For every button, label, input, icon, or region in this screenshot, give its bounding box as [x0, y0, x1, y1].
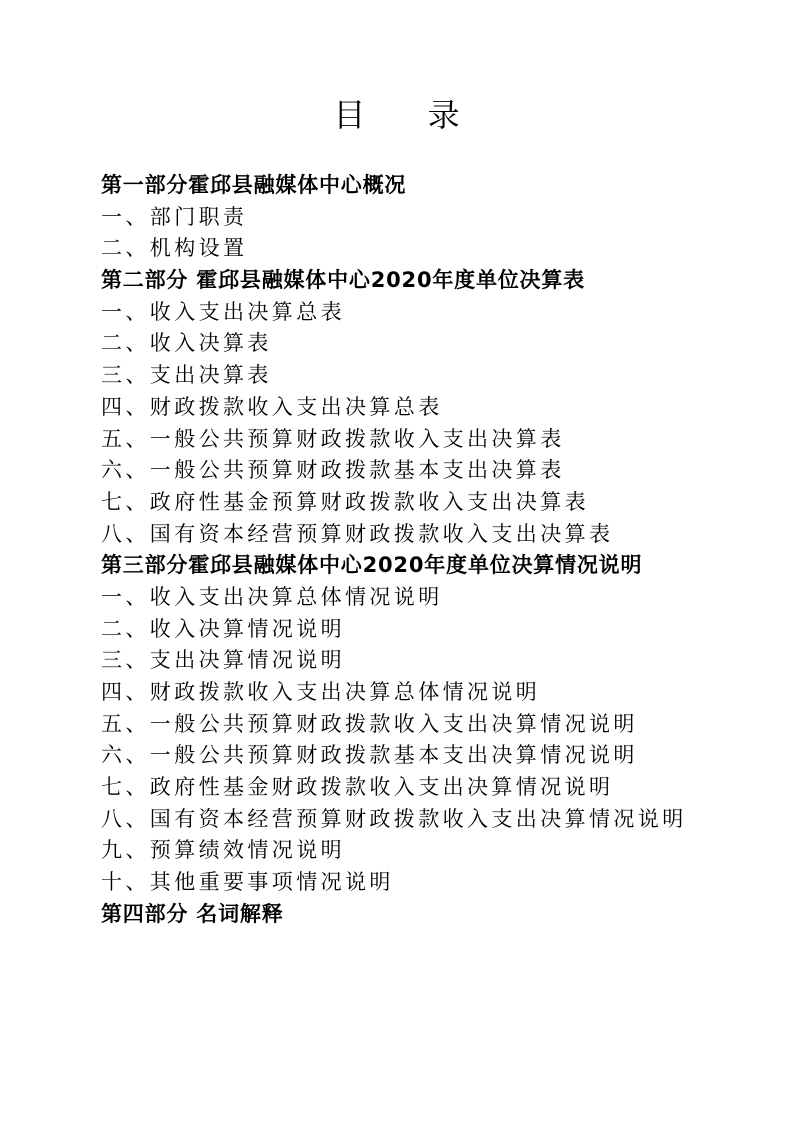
toc-item: 五、一般公共预算财政拨款收入支出决算表: [101, 426, 565, 451]
toc-item: 八、国有资本经营预算财政拨款收入支出决算表: [101, 521, 614, 546]
toc-item: 十、其他重要事项情况说明: [101, 870, 394, 895]
toc-item: 三、支出决算情况说明: [101, 648, 345, 673]
toc-item: 一、收入支出决算总体情况说明: [101, 584, 443, 609]
page-title: 目 录: [333, 96, 486, 134]
toc-item: 七、政府性基金财政拨款收入支出决算情况说明: [101, 775, 614, 800]
toc-part-heading: 第四部分 名词解释: [101, 901, 284, 926]
toc-part-heading: 第三部分霍邱县融媒体中心2020年度单位决算情况说明: [101, 553, 643, 578]
toc-item: 三、支出决算表: [101, 363, 272, 388]
toc-item: 四、财政拨款收入支出决算总表: [101, 394, 443, 419]
toc-item: 五、一般公共预算财政拨款收入支出决算情况说明: [101, 711, 638, 736]
toc-item: 一、部门职责: [101, 204, 248, 229]
toc-item: 二、收入决算情况说明: [101, 616, 345, 641]
toc-item: 六、一般公共预算财政拨款基本支出决算情况说明: [101, 743, 638, 768]
toc-part-heading: 第二部分 霍邱县融媒体中心2020年度单位决算表: [101, 268, 585, 293]
toc-item: 六、一般公共预算财政拨款基本支出决算表: [101, 458, 565, 483]
toc-item: 二、收入决算表: [101, 331, 272, 356]
toc-item: 一、收入支出决算总表: [101, 299, 345, 324]
toc-part-heading: 第一部分霍邱县融媒体中心概况: [101, 173, 407, 197]
table-of-contents: [101, 170, 741, 931]
toc-item: 四、财政拨款收入支出决算总体情况说明: [101, 680, 541, 704]
toc-item: 九、预算绩效情况说明: [101, 838, 345, 863]
toc-item: 七、政府性基金预算财政拨款收入支出决算表: [101, 489, 589, 514]
toc-item: 二、机构设置: [101, 236, 248, 261]
toc-item: 八、国有资本经营预算财政拨款收入支出决算情况说明: [101, 806, 687, 831]
